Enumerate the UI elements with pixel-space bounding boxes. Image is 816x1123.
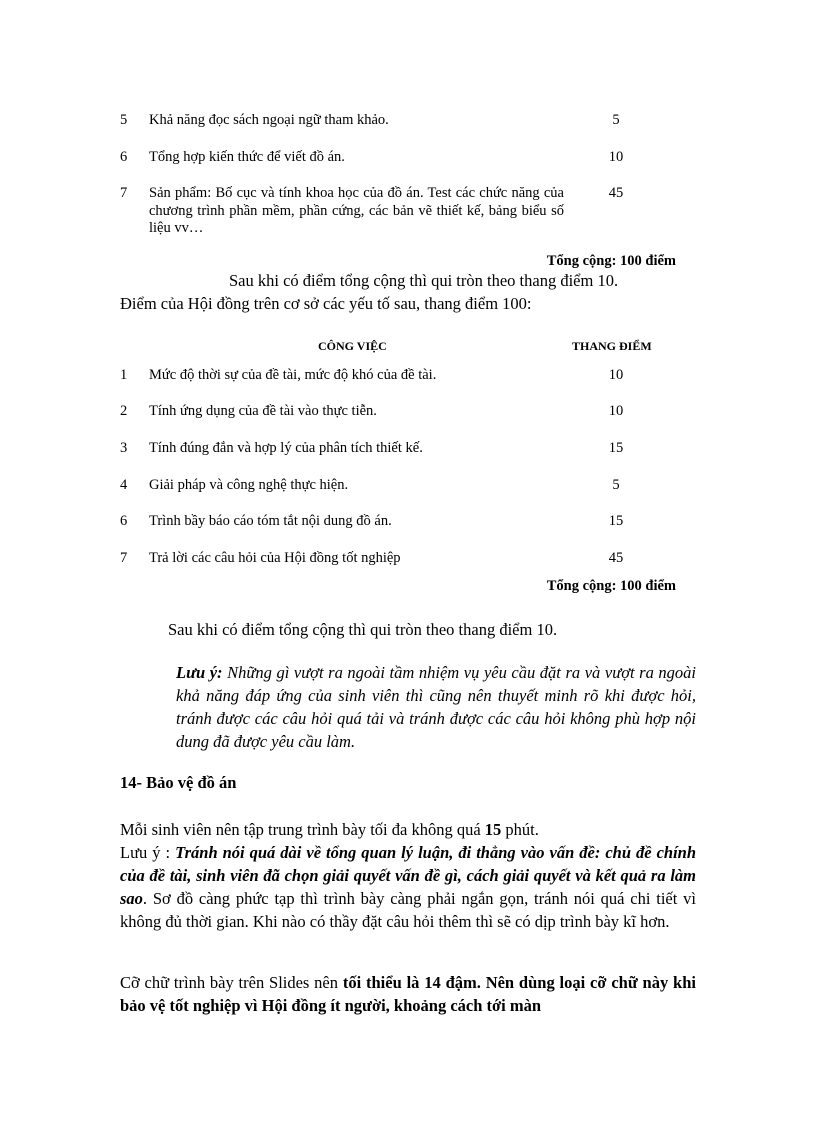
row-text: Mức độ thời sự của đề tài, mức độ khó của đề tài. bbox=[149, 367, 437, 383]
row-text: Sản phẩm: Bố cục và tính khoa học của đồ án. Test các chức năng của chương trình phần mềm, phần cứng, các bản vẽ thiết kế, bảng biểu số liệu vv… bbox=[149, 185, 564, 236]
row-text: Tính ứng dụng của đề tài vào thực tiễn. bbox=[149, 403, 377, 419]
row-number: 5 bbox=[120, 112, 128, 128]
presentation-time-paragraph bbox=[120, 818, 696, 841]
row-points: 15 bbox=[608, 513, 624, 529]
section-heading: 14- Bảo vệ đồ án bbox=[120, 773, 237, 792]
row-text: Tổng hợp kiến thức để viết đồ án. bbox=[149, 149, 345, 165]
row-points: 10 bbox=[608, 403, 624, 419]
row-number: 2 bbox=[120, 403, 128, 419]
presentation-advice-paragraph bbox=[120, 841, 696, 933]
row-points: 15 bbox=[608, 440, 624, 456]
council-intro: Điểm của Hội đồng trên cơ sở các yếu tố sau, thang điểm 100: bbox=[120, 294, 532, 313]
row-number: 7 bbox=[120, 185, 128, 201]
row-points: 5 bbox=[612, 477, 620, 493]
row-text: Trả lời các câu hỏi của Hội đồng tốt nghiệp bbox=[149, 550, 401, 566]
column-header-points: THANG ĐIỂM bbox=[572, 339, 652, 353]
row-points: 10 bbox=[608, 149, 624, 165]
font-size-paragraph bbox=[120, 971, 696, 1017]
text-run: Cỡ chữ trình bày trên Slides nên bbox=[120, 973, 343, 992]
row-number: 6 bbox=[120, 149, 128, 165]
row-points: 45 bbox=[608, 550, 624, 566]
table-total: Tổng cộng: 100 điểm bbox=[546, 253, 676, 269]
emphasis-text: Tránh nói quá dài về tổng quan lý luận, đi thẳng vào vấn đề: chủ đề chính của đề tài, sinh viên đã chọn giải quyết vấn đề gì, cách giải quyết và kết quả ra làm sao bbox=[120, 843, 697, 908]
time-limit: 15 bbox=[484, 820, 502, 839]
text-run: . Sơ đồ càng phức tạp thì trình bày càng phải ngắn gọn, tránh nói quá chi tiết vì không đủ thời gian. Khi nào có thầy đặt câu hỏi thêm thì sẽ có dịp trình bày kĩ hơn. bbox=[120, 889, 696, 931]
row-points: 10 bbox=[608, 367, 624, 383]
row-text: Trình bầy báo cáo tóm tắt nội dung đồ án. bbox=[149, 513, 392, 529]
row-text: Giải pháp và công nghệ thực hiện. bbox=[149, 477, 349, 493]
row-number: 3 bbox=[120, 440, 128, 456]
row-text: Tính đúng đắn và hợp lý của phân tích thiết kế. bbox=[149, 440, 423, 456]
row-number: 6 bbox=[120, 513, 128, 529]
text-run: Lưu ý : bbox=[120, 843, 176, 862]
row-number: 1 bbox=[120, 367, 128, 383]
note-label: Lưu ý: bbox=[176, 663, 223, 682]
row-text: Khả năng đọc sách ngoại ngữ tham khảo. bbox=[149, 112, 389, 128]
note-paragraph bbox=[176, 661, 696, 753]
text-run: Mỗi sinh viên nên tập trung trình bày tối đa không quá bbox=[120, 820, 485, 839]
rounding-note: Sau khi có điểm tổng cộng thì qui tròn theo thang điểm 10. bbox=[229, 271, 619, 290]
row-number: 7 bbox=[120, 550, 128, 566]
row-points: 5 bbox=[612, 112, 620, 128]
row-number: 4 bbox=[120, 477, 128, 493]
rounding-note: Sau khi có điểm tổng cộng thì qui tròn theo thang điểm 10. bbox=[168, 620, 558, 639]
text-run: phút. bbox=[501, 820, 539, 839]
table-total: Tổng cộng: 100 điểm bbox=[546, 578, 676, 594]
column-header-task: CÔNG VIỆC bbox=[318, 339, 387, 353]
row-points: 45 bbox=[608, 185, 624, 201]
emphasis-text: tối thiểu là 14 đậm. Nên dùng loại cỡ chữ này khi bảo vệ tốt nghiệp vì Hội đồng ít người, khoảng cách tới màn bbox=[120, 973, 696, 1015]
note-text: Những gì vượt ra ngoài tầm nhiệm vụ yêu cầu đặt ra và vượt ra ngoài khả năng đáp ứng của sinh viên thì cũng nên thuyết minh rõ khi được hỏi, tránh được các câu hỏi quá tải và tránh được các câu hỏi không phù hợp nội dung đã được yêu cầu làm. bbox=[176, 663, 696, 751]
